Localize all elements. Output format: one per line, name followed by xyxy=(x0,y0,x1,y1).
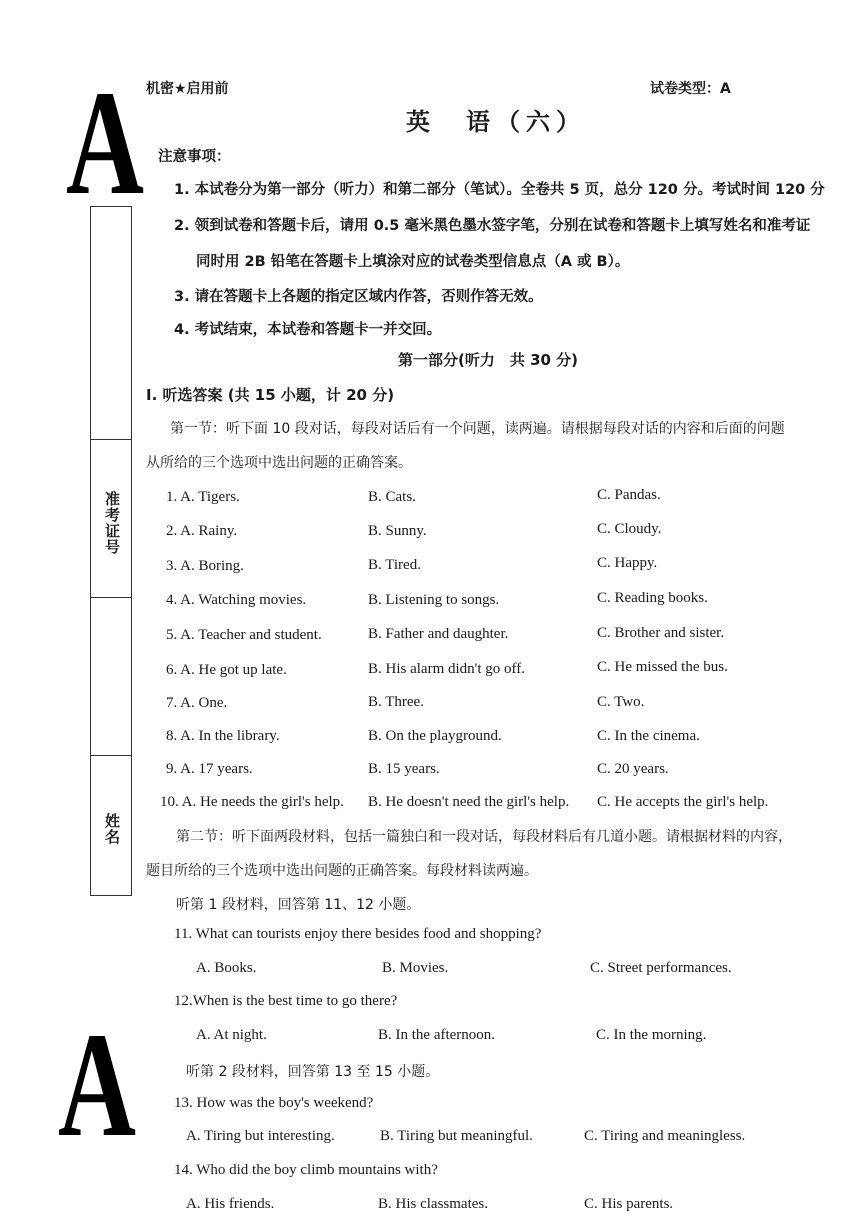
q3-option-a: 3. A. Boring. xyxy=(166,558,244,574)
q1-option-a: 1. A. Tigers. xyxy=(166,489,240,505)
q3-option-c: C. Happy. xyxy=(597,555,658,571)
q6-option-a: 6. A. He got up late. xyxy=(166,662,287,678)
notice-item-3: 3. 请在答题卡上各题的指定区域内作答，否则作答无效。 xyxy=(174,289,543,305)
q11-option-a: A. Books. xyxy=(196,960,257,976)
part1-title: 第一部分(听力 共 30 分) xyxy=(398,351,579,369)
q14-stem: 14. Who did the boy climb mountains with? xyxy=(174,1162,438,1178)
q5-option-a: 5. A. Teacher and student. xyxy=(166,627,322,643)
q13-stem: 13. How was the boy's weekend? xyxy=(174,1095,374,1111)
q2-option-b: B. Sunny. xyxy=(368,523,427,539)
q10-option-c: C. He accepts the girl's help. xyxy=(597,794,769,810)
q9-option-a: 9. A. 17 years. xyxy=(166,761,253,777)
binding-sidebar xyxy=(90,206,132,896)
q4-option-c: C. Reading books. xyxy=(597,590,708,606)
q8-option-b: B. On the playground. xyxy=(368,728,502,744)
confidential-label: 机密★启用前 xyxy=(146,81,229,97)
q11-option-b: B. Movies. xyxy=(382,960,449,976)
q9-option-c: C. 20 years. xyxy=(597,761,669,777)
q14-option-a: A. His friends. xyxy=(186,1196,275,1212)
q7-option-a: 7. A. One. xyxy=(166,695,228,711)
q12-option-c: C. In the morning. xyxy=(596,1027,707,1043)
paper-type-letter-top: A xyxy=(66,60,144,226)
q4-option-b: B. Listening to songs. xyxy=(368,592,500,608)
q9-option-b: B. 15 years. xyxy=(368,761,440,777)
page-title: 英 语（六） xyxy=(406,108,586,136)
section1-title: I. 听选答案 (共 15 小题，计 20 分) xyxy=(146,386,395,404)
q2-option-a: 2. A. Rainy. xyxy=(166,523,238,539)
q12-stem: 12.When is the best time to go there? xyxy=(174,993,398,1009)
notice-item-2: 2. 领到试卷和答题卡后，请用 0.5 毫米黑色墨水签字笔，分别在试卷和答题卡上填写姓名和准考证 xyxy=(174,218,811,234)
q1-option-c: C. Pandas. xyxy=(597,487,661,503)
q11-stem: 11. What can tourists enjoy there besides food and shopping? xyxy=(174,926,542,942)
q12-option-b: B. In the afternoon. xyxy=(378,1027,496,1043)
section2-intro-line2: 题目所给的三个选项中选出问题的正确答案。每段材料读两遍。 xyxy=(146,863,538,879)
notice-item-1: 1. 本试卷分为第一部分（听力）和第二部分（笔试）。全卷共 5 页，总分 120 分。考试时间 120 分 xyxy=(174,182,825,198)
q3-option-b: B. Tired. xyxy=(368,557,421,573)
q14-option-b: B. His classmates. xyxy=(378,1196,488,1212)
q8-option-a: 8. A. In the library. xyxy=(166,728,280,744)
notice-item-4: 4. 考试结束，本试卷和答题卡一并交回。 xyxy=(174,322,442,338)
q2-option-c: C. Cloudy. xyxy=(597,521,662,537)
q7-option-b: B. Three. xyxy=(368,694,424,710)
q6-option-c: C. He missed the bus. xyxy=(597,659,728,675)
q13-option-b: B. Tiring but meaningful. xyxy=(380,1128,533,1144)
q7-option-c: C. Two. xyxy=(597,694,645,710)
q4-option-a: 4. A. Watching movies. xyxy=(166,592,307,608)
section1-intro-line1: 第一节：听下面 10 段对话，每段对话后有一个问题，读两遍。请根据每段对话的内容和后面的问题 xyxy=(170,421,785,437)
q5-option-c: C. Brother and sister. xyxy=(597,625,725,641)
q10-option-a: 10. A. He needs the girl's help. xyxy=(160,794,344,810)
notice-heading: 注意事项： xyxy=(158,149,231,165)
q12-option-a: A. At night. xyxy=(196,1027,267,1043)
section1-intro-line2: 从所给的三个选项中选出问题的正确答案。 xyxy=(146,455,412,471)
q5-option-b: B. Father and daughter. xyxy=(368,626,509,642)
material1-label: 听第 1 段材料，回答第 11、12 小题。 xyxy=(176,897,421,913)
q14-option-c: C. His parents. xyxy=(584,1196,674,1212)
exam-id-label: 准考证号 xyxy=(103,491,121,555)
section2-intro-line1: 第二节：听下面两段材料，包括一篇独白和一段对话，每段材料后有几道小题。请根据材料的内容， xyxy=(176,829,792,845)
material2-label: 听第 2 段材料，回答第 13 至 15 小题。 xyxy=(186,1064,440,1080)
q11-option-c: C. Street performances. xyxy=(590,960,732,976)
q13-option-c: C. Tiring and meaningless. xyxy=(584,1128,746,1144)
name-label: 姓名 xyxy=(103,813,121,845)
q10-option-b: B. He doesn't need the girl's help. xyxy=(368,794,570,810)
q13-option-a: A. Tiring but interesting. xyxy=(186,1128,335,1144)
paper-type-label: 试卷类型：A xyxy=(650,81,731,97)
notice-item-2-cont: 同时用 2B 铅笔在答题卡上填涂对应的试卷类型信息点（A 或 B）。 xyxy=(196,254,630,270)
q6-option-b: B. His alarm didn't go off. xyxy=(368,661,525,677)
q8-option-c: C. In the cinema. xyxy=(597,728,700,744)
q1-option-b: B. Cats. xyxy=(368,489,416,505)
paper-type-letter-bottom: A xyxy=(58,1002,136,1168)
